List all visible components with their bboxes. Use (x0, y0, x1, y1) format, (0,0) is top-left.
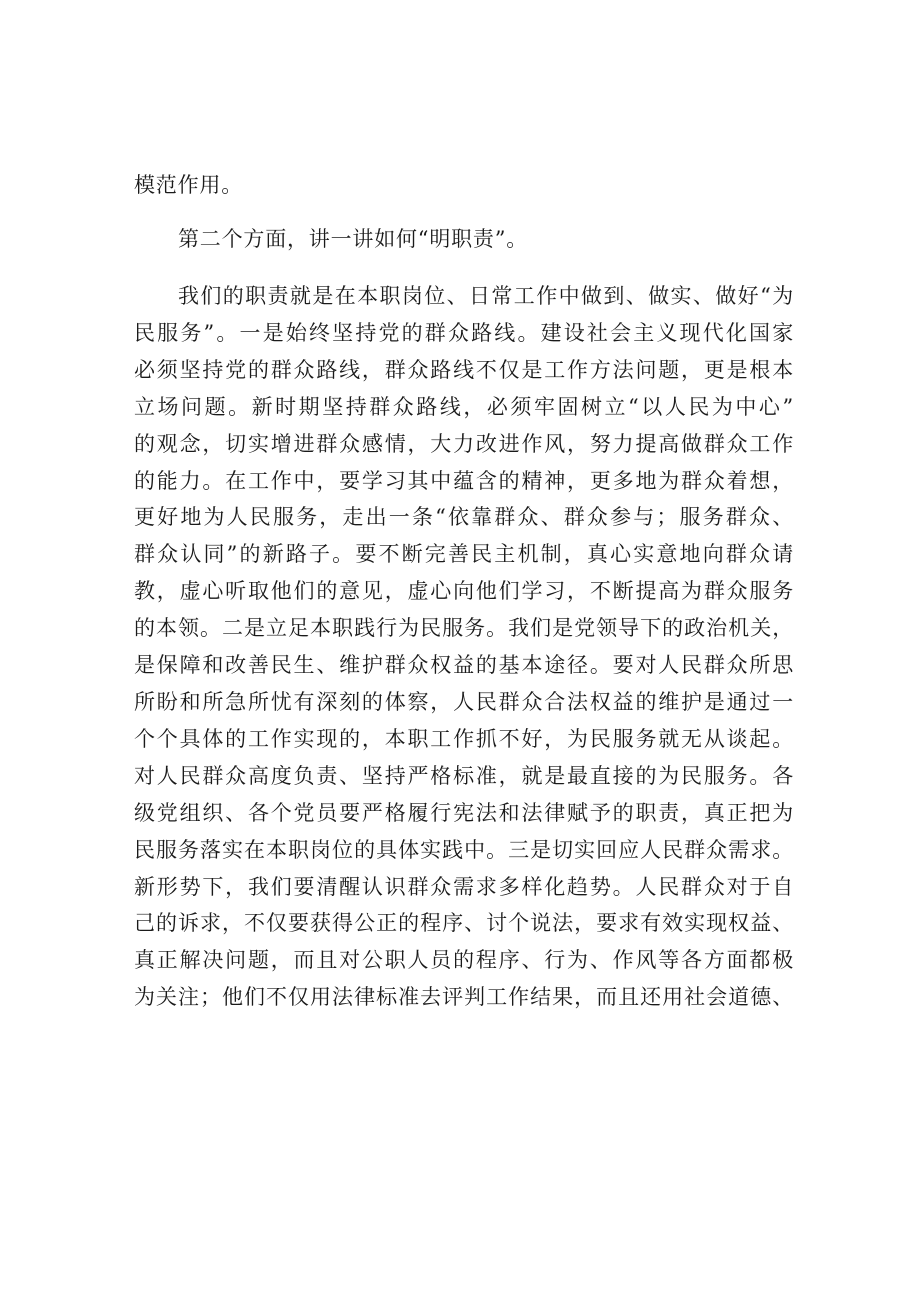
paragraph-line: 民服务落实在本职岗位的具体实践中。三是切实回应人民群众需求。 (134, 837, 794, 862)
paragraph-line: 的观念，切实增进群众感情，大力改进作风，努力提高做群众工作 (134, 431, 794, 456)
paragraph-line: 为关注；他们不仅用法律标准去评判工作结果，而且还用社会道德、 (134, 985, 794, 1010)
paragraph-line: 己的诉求，不仅要获得公正的程序、讨个说法，要求有效实现权益、 (134, 911, 794, 936)
section-heading: 第二个方面，讲一讲如何“明职责”。 (178, 227, 529, 251)
paragraph-line: 对人民群众高度负责、坚持严格标准，就是最直接的为民服务。各 (134, 763, 794, 788)
paragraph-line: 真正解决问题，而且对公职人员的程序、行为、作风等各方面都极 (134, 948, 794, 973)
paragraph-line: 我们的职责就是在本职岗位、日常工作中做到、做实、做好“为 (178, 284, 794, 308)
paragraph-line: 更好地为人民服务，走出一条“依靠群众、群众参与；服务群众、 (134, 505, 794, 530)
body-paragraph (134, 278, 794, 1016)
paragraph-line: 立场问题。新时期坚持群众路线，必须牢固树立“以人民为中心” (134, 394, 794, 419)
paragraph-line: 所盼和所急所忧有深刻的体察，人民群众合法权益的维护是通过一 (134, 689, 794, 714)
paragraph-line: 级党组织、各个党员要严格履行宪法和法律赋予的职责，真正把为 (134, 800, 794, 825)
paragraph-line: 的能力。在工作中，要学习其中蕴含的精神，更多地为群众着想， (134, 468, 794, 493)
paragraph-line: 的本领。二是立足本职践行为民服务。我们是党领导下的政治机关， (134, 616, 794, 641)
paragraph-line: 群众认同”的新路子。要不断完善民主机制，真心实意地向群众请 (134, 542, 794, 567)
continuation-line: 模范作用。 (134, 173, 243, 197)
paragraph-line: 是保障和改善民生、维护群众权益的基本途径。要对人民群众所思 (134, 653, 794, 678)
paragraph-line: 民服务”。一是始终坚持党的群众路线。建设社会主义现代化国家 (134, 320, 794, 345)
paragraph-line: 必须坚持党的群众路线，群众路线不仅是工作方法问题，更是根本 (134, 357, 794, 382)
paragraph-line: 个个具体的工作实现的，本职工作抓不好，为民服务就无从谈起。 (134, 726, 794, 751)
paragraph-line: 新形势下，我们要清醒认识群众需求多样化趋势。人民群众对于自 (134, 874, 794, 899)
paragraph-line: 教，虚心听取他们的意见，虚心向他们学习，不断提高为群众服务 (134, 579, 794, 604)
